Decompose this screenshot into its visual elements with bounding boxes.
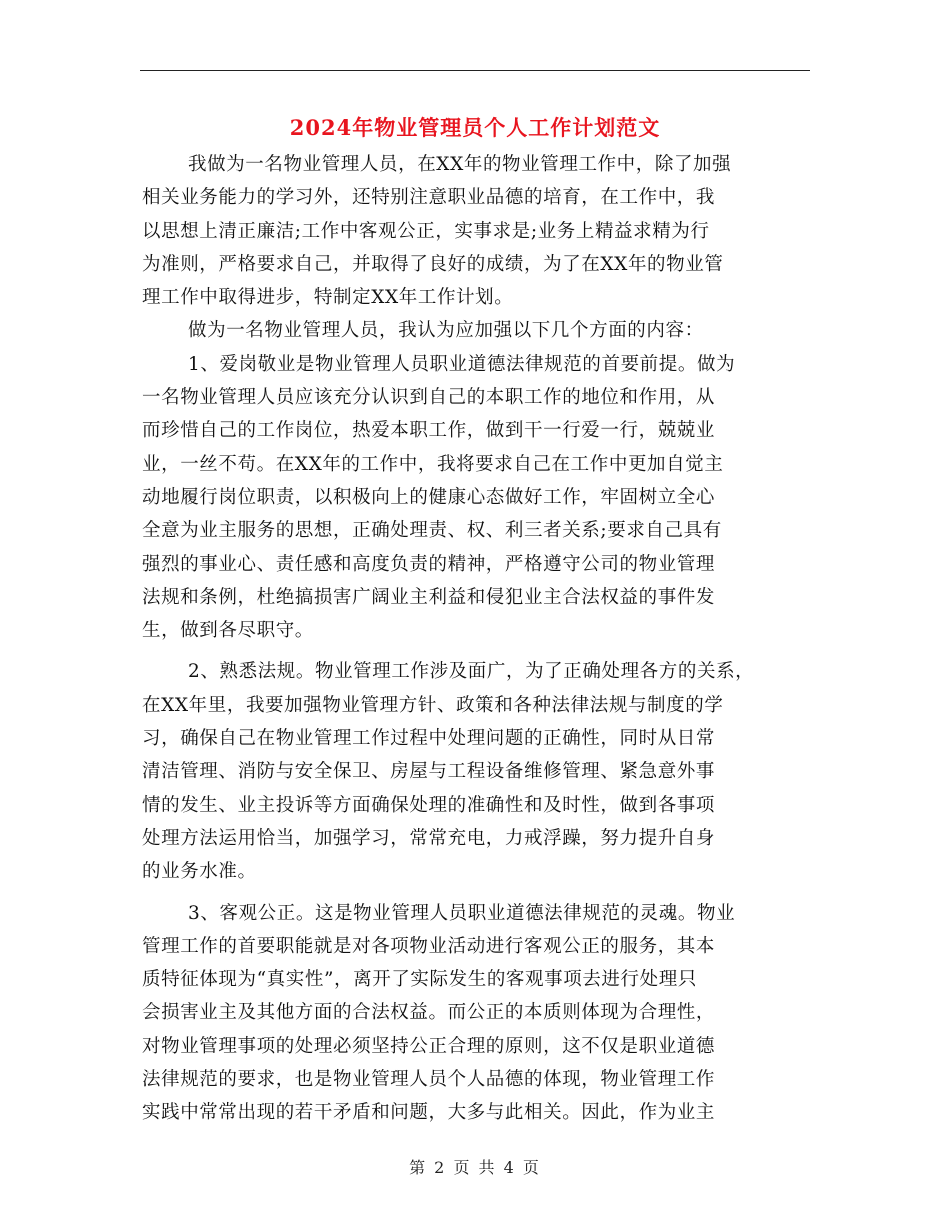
text-line: 2、熟悉法规。物业管理工作涉及面广，为了正确处理各方的关系， [188, 661, 755, 683]
text-line: 质特征体现为“真实性”，离开了实际发生的客观事项去进行处理只 [142, 969, 697, 991]
text-line: 管理工作的首要职能就是对各项物业活动进行客观公正的服务，其本 [142, 935, 716, 957]
text-line: 实践中常常出现的若干矛盾和问题，大多与此相关。因此，作为业主 [142, 1102, 716, 1124]
text-line: 而珍惜自己的工作岗位，热爱本职工作，做到干一行爱一行，兢兢业 [142, 420, 716, 442]
text-line: 动地履行岗位职责，以积极向上的健康心态做好工作，牢固树立全心 [142, 486, 716, 508]
paragraph [142, 314, 817, 347]
paragraph [142, 655, 817, 888]
text-line: 理工作中取得进步，特制定XX年工作计划。 [142, 287, 514, 309]
text-line: 相关业务能力的学习外，还特别注意职业品德的培育，在工作中，我 [142, 187, 716, 209]
paragraph-gap [142, 889, 817, 897]
text-line: 强烈的事业心、责任感和高度负责的精神，严格遵守公司的物业管理 [142, 553, 716, 575]
text-line: 处理方法运用恰当，加强学习，常常充电，力戒浮躁，努力提升自身 [142, 827, 716, 849]
text-line: 会损害业主及其他方面的合法权益。而公正的本质则体现为合理性， [142, 1002, 716, 1024]
paragraph [142, 897, 817, 1130]
text-line: 习，确保自己在物业管理工作过程中处理问题的正确性，同时从日常 [142, 728, 716, 750]
text-line: 我做为一名物业管理人员，在XX年的物业管理工作中，除了加强 [188, 154, 732, 175]
text-line: 一名物业管理人员应该充分认识到自己的本职工作的地位和作用，从 [142, 387, 716, 409]
page-footer: 第 2 页 共 4 页 [409, 1158, 541, 1177]
document-body [142, 148, 817, 1130]
paragraph [142, 148, 817, 314]
text-line: 做为一名物业管理人员，我认为应加强以下几个方面的内容： [188, 320, 704, 342]
text-line: 清洁管理、消防与安全保卫、房屋与工程设备维修管理、紧急意外事 [142, 761, 716, 783]
text-line: 在XX年里，我要加强物业管理方针、政策和各种法律法规与制度的学 [142, 694, 724, 716]
text-line: 对物业管理事项的处理必须坚持公正合理的原则，这不仅是职业道德 [142, 1035, 716, 1057]
document-title: 2024年物业管理员个人工作计划范文 [289, 115, 661, 140]
text-line: 业，一丝不苟。在XX年的工作中，我将要求自己在工作中更加自觉主 [142, 453, 724, 475]
paragraph-gap [142, 647, 817, 655]
text-line: 全意为业主服务的思想，正确处理责、权、利三者关系;要求自己具有 [142, 520, 722, 542]
text-line: 法规和条例，杜绝搞损害广阔业主利益和侵犯业主合法权益的事件发 [142, 586, 716, 608]
text-line: 1、爱岗敬业是物业管理人员职业道德法律规范的首要前提。做为 [188, 353, 736, 375]
text-line: 生，做到各尽职守。 [142, 620, 314, 642]
paragraph [142, 348, 817, 648]
text-line: 为准则，严格要求自己，并取得了良好的成绩，为了在XX年的物业管 [142, 253, 724, 275]
text-line: 法律规范的要求，也是物业管理人员个人品德的体现，物业管理工作 [142, 1069, 716, 1091]
text-line: 的业务水准。 [142, 861, 257, 883]
header-rule [140, 70, 810, 71]
text-line: 情的发生、业主投诉等方面确保处理的准确性和及时性，做到各事项 [142, 794, 716, 816]
text-line: 3、客观公正。这是物业管理人员职业道德法律规范的灵魂。物业 [188, 902, 736, 924]
text-line: 以思想上清正廉洁;工作中客观公正，实事求是;业务上精益求精为行 [142, 220, 710, 242]
